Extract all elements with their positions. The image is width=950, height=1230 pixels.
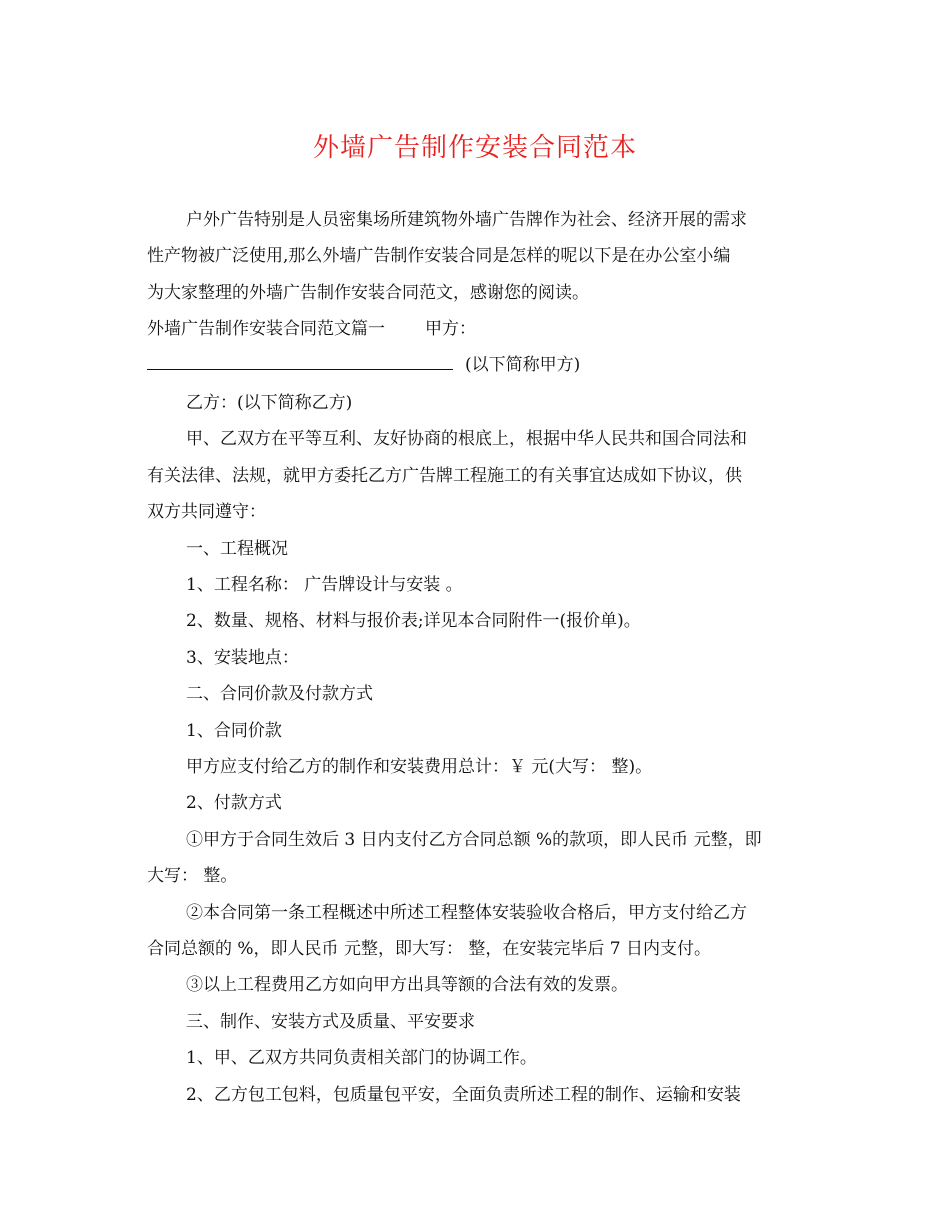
paragraph-line: 性产物被广泛使用,那么外墙广告制作安装合同是怎样的呢以下是在办公室小编: [147, 246, 731, 266]
section-heading: 二、合同价款及付款方式: [186, 684, 373, 704]
paragraph-line: 1、合同价款: [186, 721, 282, 741]
paragraph-line: ①甲方于合同生效后 3 日内支付乙方合同总额 %的款项，即人民币 元整，即: [186, 830, 762, 850]
paragraph-line: 乙方：(以下简称乙方): [186, 393, 353, 413]
paragraph-line: ②本合同第一条工程概述中所述工程整体安装验收合格后，甲方支付给乙方: [186, 903, 747, 923]
paragraph-line: 甲方应支付给乙方的制作和安装费用总计：￥ 元(大写： 整)。: [186, 757, 653, 777]
section-heading: 三、制作、安装方式及质量、平安要求: [186, 1012, 475, 1032]
paragraph-line: 1、工程名称： 广告牌设计与安装 。: [186, 575, 463, 595]
party-a-label: 甲方：: [425, 319, 476, 339]
paragraph-line: 户外广告特别是人员密集场所建筑物外墙广告牌作为社会、经济开展的需求: [186, 210, 747, 230]
paragraph-line: 2、数量、规格、材料与报价表;详见本合同附件一(报价单)。: [186, 611, 641, 631]
section-heading: 一、工程概况: [186, 539, 288, 559]
paragraph-line: 为大家整理的外墙广告制作安装合同范文，感谢您的阅读。: [147, 283, 589, 303]
paragraph-line: 双方共同遵守：: [147, 502, 266, 522]
paragraph-line: [147, 317, 817, 341]
paragraph-line: 1、甲、乙双方共同负责相关部门的协调工作。: [186, 1048, 537, 1068]
party-a-note: (以下简称甲方): [465, 355, 581, 375]
paragraph-line: 2、付款方式: [186, 793, 282, 813]
paragraph-line: 大写： 整。: [147, 866, 238, 886]
section-heading: 外墙广告制作安装合同范文篇一: [147, 319, 385, 339]
document-title: 外墙广告制作安装合同范本: [312, 133, 637, 163]
paragraph-line: 2、乙方包工包料，包质量包平安，全面负责所述工程的制作、运输和安装: [186, 1085, 741, 1105]
party-a-blank: [147, 353, 453, 370]
paragraph-line: 合同总额的 %，即人民币 元整，即大写： 整，在安装完毕后 7 日内支付。: [147, 939, 711, 959]
paragraph-line: 3、安装地点：: [186, 648, 299, 668]
paragraph-line: [147, 353, 817, 377]
paragraph-line: 甲、乙双方在平等互利、友好协商的根底上，根据中华人民共和国合同法和: [186, 429, 747, 449]
paragraph-line: ③以上工程费用乙方如向甲方出具等额的合法有效的发票。: [186, 975, 628, 995]
paragraph-line: 有关法律、法规，就甲方委托乙方广告牌工程施工的有关事宜达成如下协议，供: [147, 466, 742, 486]
